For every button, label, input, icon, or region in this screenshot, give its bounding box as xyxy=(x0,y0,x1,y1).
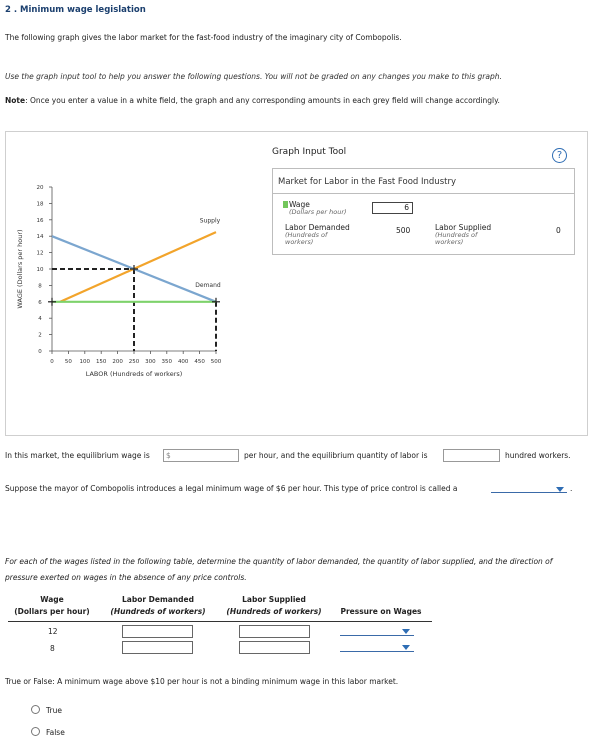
labor-market-chart[interactable] xyxy=(10,180,270,385)
dollar-sign: $ xyxy=(166,451,171,460)
x-tick-label: 50 xyxy=(64,359,72,365)
labor-supplied-value: 0 xyxy=(556,226,561,235)
wage-label-group xyxy=(283,201,347,216)
chevron-down-icon[interactable] xyxy=(402,629,410,634)
row-wage-8: 8 xyxy=(50,644,55,653)
question-title: 2 . Minimum wage legislation xyxy=(5,5,146,15)
col-pressure: Pressure on Wages xyxy=(340,607,422,616)
wage-color-swatch xyxy=(283,201,288,208)
chevron-down-icon[interactable] xyxy=(402,645,410,650)
x-axis-label: LABOR (Hundreds of workers) xyxy=(85,370,183,378)
x-tick-label: 100 xyxy=(79,359,91,365)
labor-supplied-label-group xyxy=(435,224,491,246)
col-supplied: Labor Supplied (Hundreds of workers) xyxy=(226,595,322,616)
x-tick-label: 250 xyxy=(128,359,140,365)
x-tick-label: 450 xyxy=(194,359,205,365)
demanded-input-8[interactable] xyxy=(122,641,193,654)
y-tick-label: 18 xyxy=(36,201,44,208)
q3-instruction-2: pressure exerted on wages in the absence of any price controls. xyxy=(5,573,247,582)
equilibrium-wage-input[interactable] xyxy=(163,449,239,462)
x-tick-label: 350 xyxy=(161,359,173,365)
supplied-input-8[interactable] xyxy=(239,641,310,654)
help-icon[interactable]: ? xyxy=(552,148,567,163)
labor-supplied-label: Labor Supplied xyxy=(435,223,492,232)
instruction-text: Use the graph input tool to help you answer the following questions. You will not be graded on any changes you make to this graph. xyxy=(5,72,502,81)
demanded-input-12[interactable] xyxy=(122,625,193,638)
labor-demanded-sub2: workers) xyxy=(285,238,314,246)
q1-text-b: per hour, and the equilibrium quantity of labor is xyxy=(244,451,428,460)
chevron-down-icon[interactable] xyxy=(556,487,564,492)
y-tick-label: 12 xyxy=(36,250,44,257)
radio-true[interactable] xyxy=(31,705,40,714)
q3-instruction-1: For each of the wages listed in the following table, determine the quantity of labor demanded, the quantity of labor supplied, and the direction of xyxy=(5,557,553,566)
table-header-line xyxy=(8,621,432,622)
equilibrium-quantity-input[interactable] xyxy=(443,449,500,462)
y-tick-label: 8 xyxy=(38,283,42,290)
y-tick-label: 10 xyxy=(36,267,44,273)
graph-input-tool-title: Graph Input Tool xyxy=(272,147,347,157)
q1-text-c: hundred workers. xyxy=(505,451,571,460)
x-tick-label: 200 xyxy=(112,359,123,365)
q2-text: Suppose the mayor of Combopolis introduces a legal minimum wage of $6 per hour. This type of price control is called a xyxy=(5,484,458,493)
tool-divider xyxy=(272,193,575,194)
y-axis-label: WAGE (Dollars per hour) xyxy=(16,229,24,309)
y-tick-label: 14 xyxy=(36,234,44,241)
y-tick-label: 16 xyxy=(36,217,44,224)
option-false-label: False xyxy=(46,728,65,737)
labor-demanded-sub1: (Hundreds of xyxy=(285,231,328,239)
q1-text-a: In this market, the equilibrium wage is xyxy=(5,451,150,460)
q4-text: True or False: A minimum wage above $10 per hour is not a binding minimum wage in this labor market. xyxy=(5,677,399,686)
market-title: Market for Labor in the Fast Food Industry xyxy=(278,177,456,187)
wage-input[interactable]: 6 xyxy=(372,202,413,214)
x-tick-label: 400 xyxy=(177,359,189,365)
note-body: : Once you enter a value in a white field, the graph and any corresponding amounts in each grey field will change accordingly. xyxy=(25,96,500,105)
intro-text: The following graph gives the labor market for the fast-food industry of the imaginary city of Combopolis. xyxy=(5,33,402,42)
labor-supplied-sub1: (Hundreds of xyxy=(435,231,478,239)
x-tick-label: 150 xyxy=(95,359,107,365)
x-tick-label: 300 xyxy=(145,359,156,365)
col-demanded: Labor Demanded (Hundreds of workers) xyxy=(110,595,206,616)
x-tick-label: 500 xyxy=(210,359,222,365)
demand-label: Demand xyxy=(195,282,221,290)
x-tick-label: 0 xyxy=(50,359,54,365)
labor-demanded-label: Labor Demanded xyxy=(285,223,350,232)
y-tick-label: 20 xyxy=(36,185,44,191)
note-text xyxy=(5,96,500,105)
y-tick-label: 6 xyxy=(38,299,42,306)
wage-label: Wage xyxy=(289,200,310,209)
y-tick-label: 4 xyxy=(38,316,42,323)
radio-false[interactable] xyxy=(31,727,40,736)
supplied-input-12[interactable] xyxy=(239,625,310,638)
q2-period: . xyxy=(570,484,573,493)
chart-root xyxy=(16,185,222,378)
col-wage: Wage (Dollars per hour) xyxy=(14,595,90,616)
y-tick-label: 0 xyxy=(38,349,42,355)
row-wage-12: 12 xyxy=(48,627,58,636)
labor-supplied-sub2: workers) xyxy=(435,238,464,246)
y-tick-label: 2 xyxy=(38,332,42,339)
wage-sub: (Dollars per hour) xyxy=(289,208,347,216)
note-label: Note xyxy=(5,96,26,105)
option-true-label: True xyxy=(46,706,62,715)
labor-demanded-label-group xyxy=(285,224,350,246)
supply-label: Supply xyxy=(199,217,221,225)
labor-demanded-value: 500 xyxy=(396,226,411,235)
